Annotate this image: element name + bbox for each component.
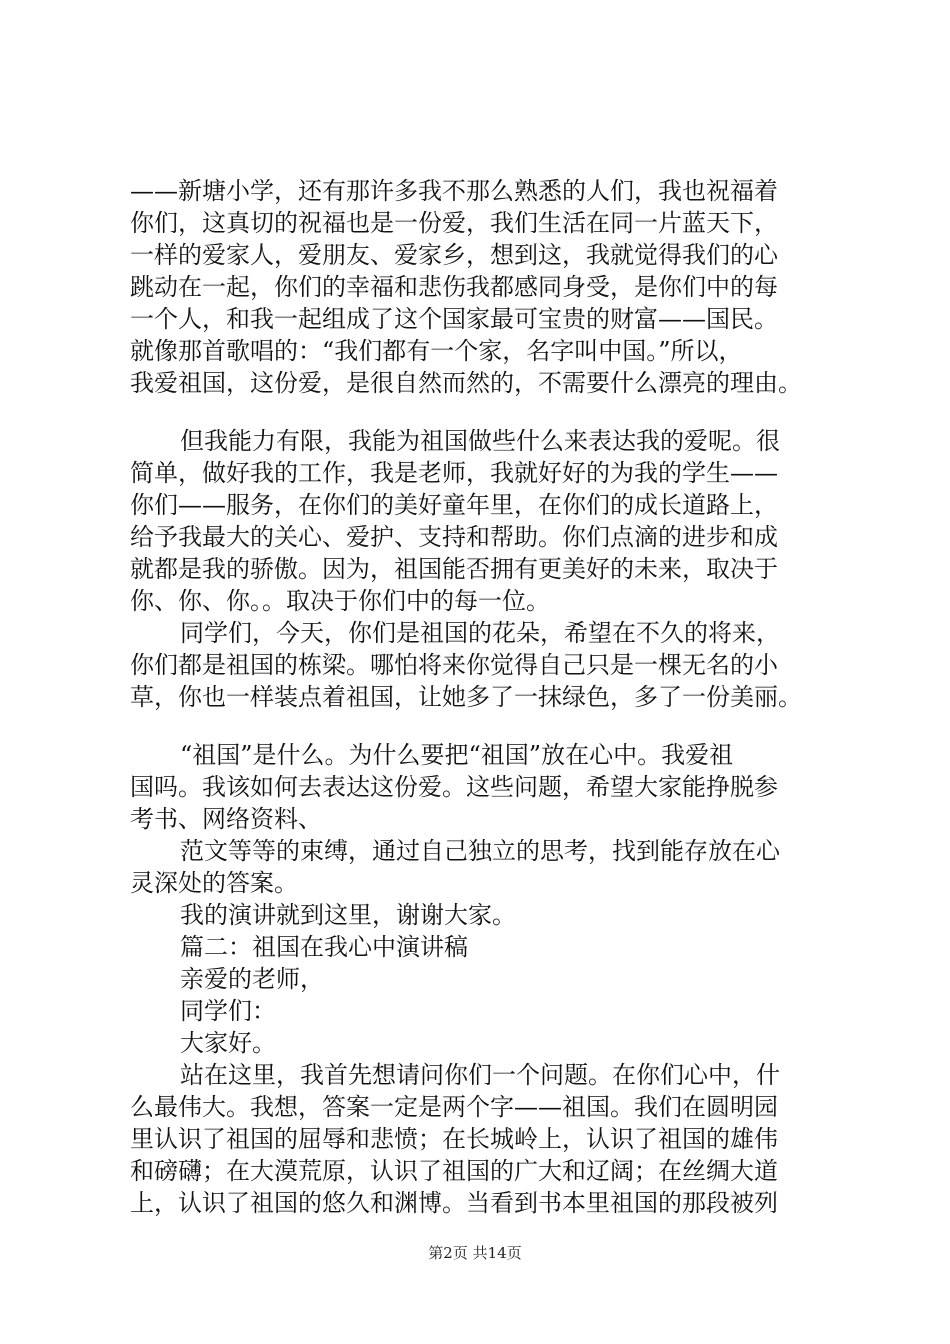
text-line: 你们，这真切的祝福也是一份爱，我们生活在同一片蓝天下， bbox=[130, 209, 778, 237]
text-line: 上，认识了祖国的悠久和渊博。当看到书本里祖国的那段被列 bbox=[130, 1189, 778, 1217]
text-line: 里认识了祖国的屈辱和悲愤；在长城岭上，认识了祖国的雄伟 bbox=[130, 1125, 778, 1153]
text-line: 我爱祖国，这份爱，是很自然而然的，不需要什么漂亮的理由。 bbox=[130, 369, 802, 397]
paragraph-gap bbox=[130, 399, 850, 425]
text-line: 范文等等的束缚，通过自己独立的思考，找到能存放在心 bbox=[180, 837, 780, 865]
page-number-footer: 第2页 共14页 bbox=[428, 1244, 522, 1262]
section-title: 篇二：祖国在我心中演讲稿 bbox=[180, 933, 468, 961]
text-line: 同学们，今天，你们是祖国的花朵，希望在不久的将来， bbox=[180, 619, 780, 647]
paragraph-2 bbox=[130, 425, 850, 617]
text-line: 就像那首歌唱的：“我们都有一个家，名字叫中国。”所以， bbox=[130, 337, 743, 365]
paragraph-1 bbox=[130, 175, 850, 399]
text-line: 考书、网络资料、 bbox=[130, 805, 322, 833]
text-line: 跳动在一起，你们的幸福和悲伤我都感同身受，是你们中的每 bbox=[130, 273, 778, 301]
document-body bbox=[130, 175, 850, 1219]
text-line: 灵深处的答案。 bbox=[130, 869, 298, 897]
text-line: 给予我最大的关心、爱护、支持和帮助。你们点滴的进步和成 bbox=[130, 523, 778, 551]
paragraph-3 bbox=[130, 617, 850, 713]
paragraph-6 bbox=[130, 1059, 850, 1219]
text-line: 就都是我的骄傲。因为，祖国能否拥有更美好的未来，取决于 bbox=[130, 555, 778, 583]
text-line: 站在这里，我首先想请问你们一个问题。在你们心中，什 bbox=[180, 1061, 780, 1089]
text-line: 国吗。我该如何去表达这份爱。这些问题，希望大家能挣脱参 bbox=[130, 773, 778, 801]
text-line: 你们都是祖国的栋梁。哪怕将来你觉得自己只是一棵无名的小 bbox=[130, 651, 778, 679]
closing-line: 我的演讲就到这里，谢谢大家。 bbox=[180, 901, 516, 929]
text-line: 简单，做好我的工作，我是老师，我就好好的为我的学生—— bbox=[130, 459, 778, 487]
text-line: 但我能力有限，我能为祖国做些什么来表达我的爱呢。很 bbox=[180, 427, 780, 455]
text-line: 么最伟大。我想，答案一定是两个字——祖国。我们在圆明园 bbox=[130, 1093, 778, 1121]
paragraph-4 bbox=[130, 739, 850, 835]
text-line: 你们——服务，在你们的美好童年里，在你们的成长道路上， bbox=[130, 491, 778, 519]
paragraph-gap bbox=[130, 713, 850, 739]
salutation-students: 同学们： bbox=[180, 997, 276, 1025]
text-line: 一样的爱家人，爱朋友、爱家乡，想到这，我就觉得我们的心 bbox=[130, 241, 778, 269]
text-line: 一个人，和我一起组成了这个国家最可宝贵的财富——国民。 bbox=[130, 305, 778, 333]
text-line: 草，你也一样装点着祖国，让她多了一抹绿色，多了一份美丽。 bbox=[130, 683, 802, 711]
text-line: ——新塘小学，还有那许多我不那么熟悉的人们，我也祝福着 bbox=[130, 177, 778, 205]
text-line: 和磅礴；在大漠荒原，认识了祖国的广大和辽阔；在丝绸大道 bbox=[130, 1157, 778, 1185]
paragraph-5 bbox=[130, 835, 850, 899]
greeting-line: 大家好。 bbox=[180, 1029, 276, 1057]
text-line: “祖国”是什么。为什么要把“祖国”放在心中。我爱祖 bbox=[180, 741, 734, 769]
salutation-teachers: 亲爱的老师， bbox=[180, 965, 324, 993]
text-line: 你、你、你。。取决于你们中的每一位。 bbox=[130, 587, 550, 615]
